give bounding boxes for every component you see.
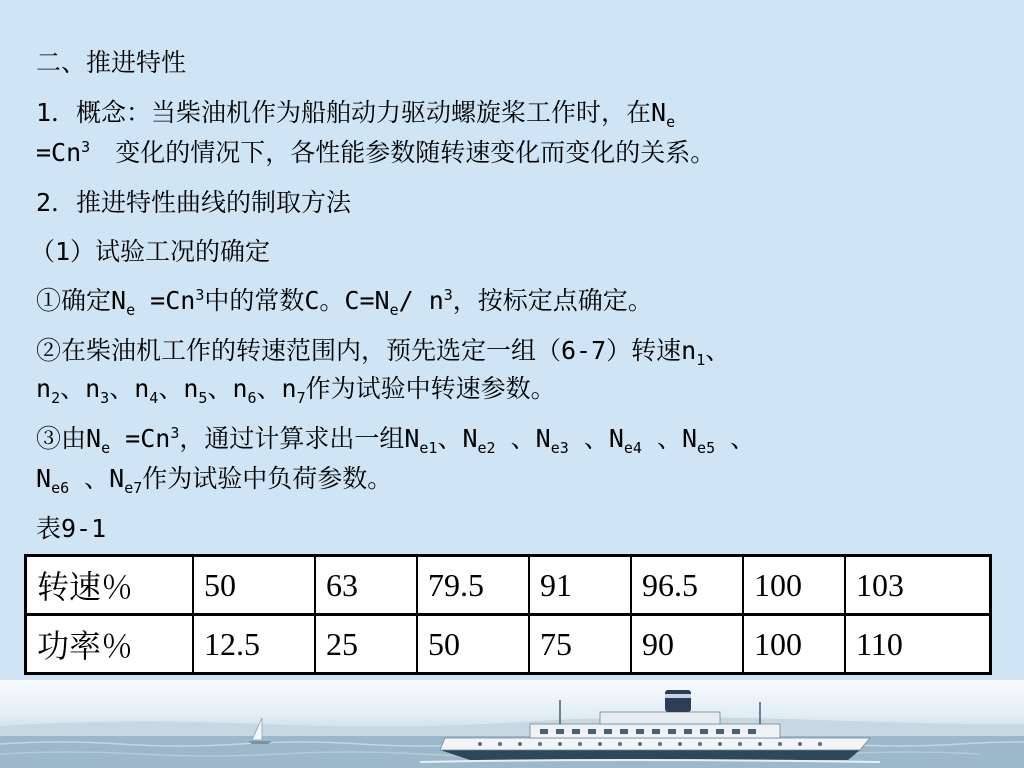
n-symbol: N [36, 464, 52, 493]
table-cell: 25 [315, 615, 417, 674]
row-header: 功率％ [26, 615, 194, 674]
table-cell: 103 [845, 556, 991, 615]
subscript: 1 [696, 351, 706, 369]
sub-title [30, 235, 270, 269]
table-cell: 91 [529, 556, 631, 615]
formula-text: =Cn [36, 138, 82, 167]
subscript: e7 [124, 479, 143, 497]
subscript: e5 [697, 439, 716, 457]
item-3-line-2 [36, 462, 392, 496]
subscript: e6 [51, 479, 70, 497]
table-cell: 96.5 [631, 556, 743, 615]
n-symbol: n [36, 374, 52, 403]
item-3-text-c: ，通过计算求出一组N [179, 424, 420, 453]
separator: 、 [705, 336, 731, 365]
item-1 [36, 284, 653, 318]
table-cell: 79.5 [417, 556, 529, 615]
superscript: 3 [81, 138, 91, 156]
separator: 、 [207, 374, 233, 403]
item-3-text-a: ③由N [36, 424, 102, 453]
row-header: 转速％ [26, 556, 194, 615]
item-2-line-1 [36, 334, 730, 368]
separator: 、N [568, 424, 624, 453]
n-symbol: n [281, 374, 297, 403]
n-symbol: n [183, 374, 199, 403]
table-caption [36, 512, 106, 546]
item-1-text-d: / n [398, 286, 444, 315]
subscript: 2 [51, 389, 61, 407]
shoreline [0, 717, 1024, 738]
table-cell: 90 [631, 615, 743, 674]
n-symbol: n [134, 374, 150, 403]
superscript: 3 [195, 286, 205, 304]
item-1-text-e: ，按标定点确定。 [452, 286, 653, 315]
subscript: 4 [149, 389, 159, 407]
sub-title-text: （1）试验工况的确定 [30, 237, 271, 266]
separator: 、 [60, 374, 86, 403]
subscript: 6 [247, 389, 257, 407]
item-3-line-1 [36, 422, 755, 456]
concept-text-cont: 变化的情况下，各性能参数随转速变化而变化的关系。 [90, 138, 716, 167]
separator: 、 [715, 424, 756, 453]
section-heading [36, 46, 186, 80]
subscript: 7 [296, 389, 306, 407]
separator: 、N [495, 424, 551, 453]
ship-banner-image [0, 680, 1024, 768]
concept-text: 1．概念：当柴油机作为船舶动力驱动螺旋桨工作时，在N [36, 98, 667, 127]
table-cell: 50 [417, 615, 529, 674]
subscript: e [389, 301, 399, 319]
method-title [36, 186, 351, 220]
heading-text: 二、推进特性 [36, 48, 187, 77]
subscript: e1 [419, 439, 438, 457]
subscript: 5 [198, 389, 208, 407]
concept-line-2 [36, 136, 715, 170]
data-table [24, 554, 992, 675]
item-2-tail: 作为试验中转速参数。 [305, 374, 556, 403]
separator: 、N [69, 464, 125, 493]
table-cell: 100 [743, 615, 845, 674]
separator: 、N [437, 424, 478, 453]
table-cell: 12.5 [193, 615, 315, 674]
separator: 、 [256, 374, 282, 403]
method-title-text: 2．推进特性曲线的制取方法 [36, 188, 352, 217]
item-3-text-b: =Cn [110, 424, 171, 453]
ship-illustration [0, 680, 1024, 768]
item-2-line-2 [36, 372, 556, 406]
table-row [26, 615, 991, 674]
item-3-tail: 作为试验中负荷参数。 [142, 464, 393, 493]
separator: 、 [109, 374, 135, 403]
separator: 、 [158, 374, 184, 403]
subscript: e [126, 301, 136, 319]
subscript: e4 [623, 439, 642, 457]
separator: 、N [641, 424, 698, 453]
table-cell: 50 [193, 556, 315, 615]
table-cell: 63 [315, 556, 417, 615]
subscript: e3 [550, 439, 569, 457]
superscript: 3 [170, 424, 180, 442]
table-cell: 100 [743, 556, 845, 615]
subscript: 3 [100, 389, 110, 407]
concept-line-1 [36, 96, 675, 130]
table-cell: 75 [529, 615, 631, 674]
superscript: 3 [443, 286, 453, 304]
item-1-text-c: 中的常数C。C=N [204, 286, 390, 315]
n-symbol: n [232, 374, 248, 403]
n-symbol: n [85, 374, 101, 403]
subscript: e [666, 113, 676, 131]
item-1-text-b: =Cn [135, 286, 196, 315]
item-2-text: ②在柴油机工作的转速范围内，预先选定一组（6-7）转速n [36, 336, 697, 365]
subscript: e2 [477, 439, 496, 457]
item-1-text-a: ①确定N [36, 286, 127, 315]
subscript: e [101, 439, 111, 457]
table-row [26, 556, 991, 615]
table-caption-text: 表9-1 [36, 514, 107, 543]
table-cell: 110 [845, 615, 991, 674]
